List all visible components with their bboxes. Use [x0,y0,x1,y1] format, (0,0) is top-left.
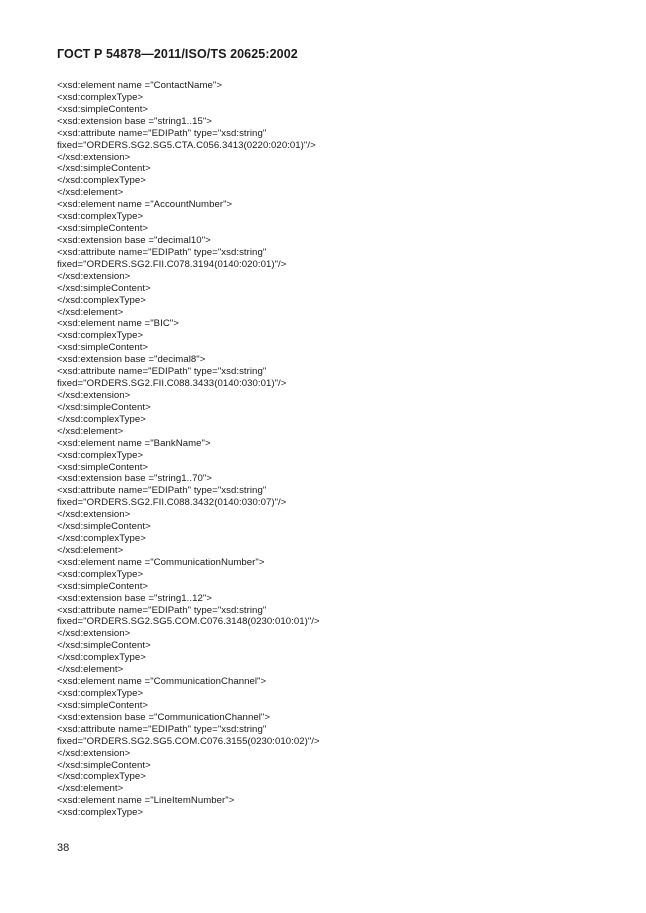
code-line: <xsd:element name ="ContactName"> [57,80,222,91]
code-line: <xsd:element name ="BankName"> [57,437,211,449]
code-line: <xsd:extension base ="string1..70"> [57,473,212,485]
code-line: <xsd:extension base ="decimal10"> [57,234,211,246]
code-line: <xsd:element name ="CommunicationChannel"> [57,676,267,688]
code-line: <xsd:complexType> [57,807,144,819]
code-line: </xsd:complexType> [57,533,146,545]
code-line: <xsd:simpleContent> [57,699,149,711]
code-line: <xsd:complexType> [57,449,144,461]
code-line: <xsd:attribute name="EDIPath" type="xsd:string" [57,366,267,378]
code-line: <xsd:complexType> [57,211,144,223]
code-line: <xsd:simpleContent> [57,461,149,473]
code-line: </xsd:element> [57,306,124,318]
code-line: <xsd:attribute name="EDIPath" type="xsd:string" [57,246,267,258]
code-line: </xsd:simpleContent> [57,521,151,533]
code-line: <xsd:extension base ="string1..12"> [57,592,212,604]
code-line: <xsd:attribute name="EDIPath" type="xsd:string" [57,604,267,616]
code-line: </xsd:complexType> [57,771,146,783]
code-line: <xsd:simpleContent> [57,342,149,354]
page-number: 38 [57,842,70,854]
code-line: </xsd:complexType> [57,652,146,664]
code-line: fixed="ORDERS.SG2.FII.C078.3194(0140:020:01)"/> [57,258,287,270]
code-line: <xsd:element name ="AccountNumber"> [57,199,233,211]
code-line: </xsd:simpleContent> [57,759,151,771]
code-line: </xsd:extension> [57,509,131,521]
code-line: <xsd:attribute name="EDIPath" type="xsd:string" [57,485,267,497]
code-line: <xsd:complexType> [57,330,144,342]
code-line: </xsd:extension> [57,628,131,640]
code-line: <xsd:complexType> [57,688,144,700]
code-line: </xsd:extension> [57,151,131,163]
code-line: <xsd:simpleContent> [57,103,149,115]
code-line: <xsd:simpleContent> [57,223,149,235]
code-line: fixed="ORDERS.SG2.FII.C088.3432(0140:030:07)"/> [57,497,287,509]
code-line: <xsd:complexType> [57,568,144,580]
code-line: fixed="ORDERS.SG2.SG5.CTA.C056.3413(0220:020:01)"/> [57,139,316,151]
code-line: <xsd:attribute name="EDIPath" type="xsd:string" [57,127,267,139]
code-line: <xsd:element name ="LineItemNumber"> [57,795,235,807]
code-line: </xsd:complexType> [57,413,146,425]
code-line: <xsd:element name ="CommunicationNumber"> [57,556,265,568]
code-line: </xsd:simpleContent> [57,163,151,175]
code-line: </xsd:element> [57,187,124,199]
code-line: <xsd:extension base ="CommunicationChannel"> [57,711,271,723]
code-line: </xsd:element> [57,544,124,556]
code-line: fixed="ORDERS.SG2.SG5.COM.C076.3155(0230:010:02)"/> [57,735,320,747]
code-line: <xsd:simpleContent> [57,580,149,592]
code-line: </xsd:element> [57,664,124,676]
code-line: <xsd:attribute name="EDIPath" type="xsd:string" [57,723,267,735]
code-line: </xsd:simpleContent> [57,282,151,294]
code-line: fixed="ORDERS.SG2.SG5.COM.C076.3148(0230:010:01)"/> [57,616,320,628]
code-line: </xsd:extension> [57,389,131,401]
code-line: <xsd:complexType> [57,91,144,103]
code-line: </xsd:simpleContent> [57,640,151,652]
xsd-code-block [57,80,320,819]
code-line: <xsd:element name ="BIC"> [57,318,179,330]
code-line: fixed="ORDERS.SG2.FII.C088.3433(0140:030:01)"/> [57,378,287,390]
code-line: </xsd:extension> [57,747,131,759]
document-header: ГОСТ Р 54878—2011/ISO/TS 20625:2002 [57,47,298,61]
code-line: </xsd:extension> [57,270,131,282]
code-line: </xsd:element> [57,783,124,795]
code-line: <xsd:extension base ="decimal8"> [57,354,206,366]
code-line: </xsd:complexType> [57,175,146,187]
code-line: </xsd:complexType> [57,294,146,306]
code-line: </xsd:element> [57,425,124,437]
code-line: <xsd:extension base ="string1..15"> [57,115,212,127]
code-line: </xsd:simpleContent> [57,401,151,413]
